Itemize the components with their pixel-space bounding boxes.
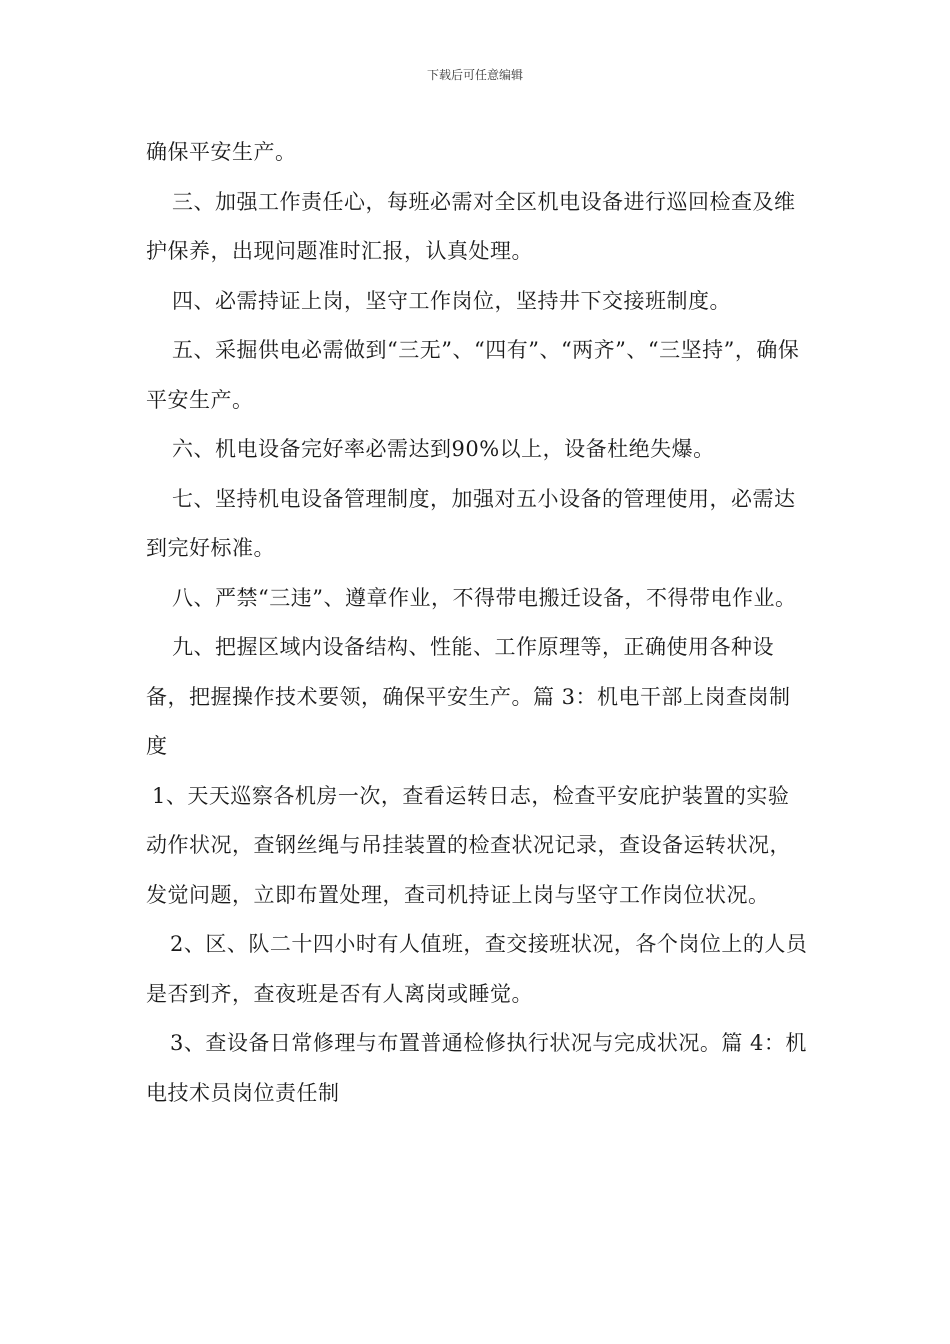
paragraph-continuation: 确保平安生产。 <box>146 140 297 164</box>
paragraph-item-6: 六、机电设备完好率必需达到90%以上，设备杜绝失爆。 <box>172 437 715 461</box>
paragraph-item-9: 九、把握区域内设备结构、性能、工作原理等，正确使用各种设备，把握操作技术要领，确保平安生产。篇 3：机电干部上岗查岗制度 <box>146 635 791 758</box>
document-body <box>146 128 810 1118</box>
paragraph-item-7: 七、坚持机电设备管理制度，加强对五小设备的管理使用，必需达到完好标准。 <box>146 486 796 560</box>
paragraph-item-8: 八、严禁“三违”、遵章作业，不得带电搬迁设备，不得带电作业。 <box>172 585 797 610</box>
page-header: 下载后可任意编辑 <box>426 68 523 82</box>
paragraph-item-4: 四、必需持证上岗，坚守工作岗位，坚持井下交接班制度。 <box>172 288 731 313</box>
paragraph-item-5: 五、采掘供电必需做到“三无”、“四有”、“两齐”、“三坚持”，确保平安生产。 <box>146 338 800 412</box>
paragraph-numbered-3: 3、查设备日常修理与布置普通检修执行状况与完成状况。篇 4：机电技术员岗位责任制 <box>146 1031 807 1105</box>
paragraph-item-3: 三、加强工作责任心，每班必需对全区机电设备进行巡回检查及维护保养，出现问题准时汇报，认真处理。 <box>146 189 796 263</box>
paragraph-numbered-1: 1、天天巡察各机房一次，查看运转日志，检查平安庇护装置的实验动作状况，查钢丝绳与吊挂装置的检查状况记录，查设备运转状况，发觉问题，立即布置处理，查司机持证上岗与坚守工作岗位状况。 <box>146 783 791 907</box>
paragraph-numbered-2: 2、区、队二十四小时有人值班，查交接班状况，各个岗位上的人员是否到齐，查夜班是否有人离岗或睡觉。 <box>146 932 808 1006</box>
